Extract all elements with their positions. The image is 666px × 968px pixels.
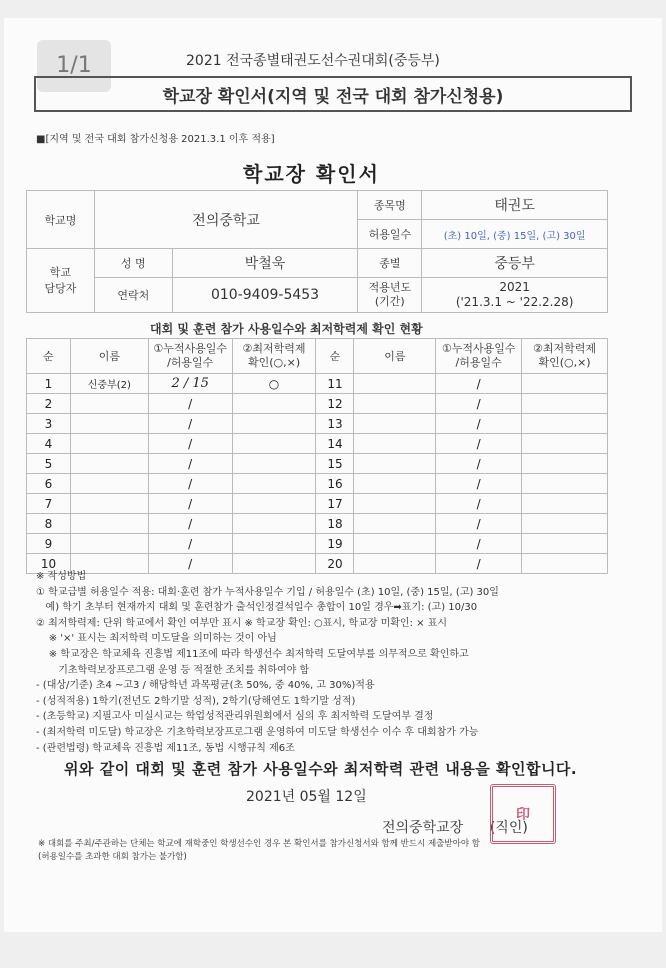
row-days-right: / [436, 534, 522, 554]
row-days: / [148, 554, 232, 574]
table-row [27, 454, 608, 474]
year-label: 적용년도 (기간) [358, 278, 422, 313]
issue-date: 2021년 05월 12일 [246, 789, 367, 805]
header-check-right: ②최저학력제 확인(○,×) [522, 339, 608, 374]
table-row [27, 374, 608, 394]
row-no-right: 12 [316, 394, 354, 414]
row-name [70, 494, 148, 514]
contact-label: 연락처 [94, 278, 172, 313]
instruction-line: - (대상/기준) 초4 ~고3 / 해당학년 과목평균(초 50%, 중 40%, 고 30%)적용 [36, 680, 375, 692]
table-row [27, 534, 608, 554]
row-check-right [522, 534, 608, 554]
header-check: ②최저학력제 확인(○,×) [232, 339, 316, 374]
row-name [70, 414, 148, 434]
header-days-right: ①누적사용일수 /허용일수 [436, 339, 522, 374]
row-check-right [522, 414, 608, 434]
row-check: ○ [232, 374, 316, 394]
document-title-box [34, 76, 632, 112]
header-name-right: 이름 [354, 339, 436, 374]
sport-value: 태권도 [422, 191, 608, 220]
row-no: 6 [27, 474, 71, 494]
row-no-right: 11 [316, 374, 354, 394]
row-name [70, 514, 148, 534]
row-days: / [148, 514, 232, 534]
school-name-value: 전의중학교 [94, 191, 358, 249]
row-days: / [148, 454, 232, 474]
footer-note: ※ 대회를 주최/주관하는 단체는 학교에 재학중인 학생선수인 경우 본 확인서를 참가신청서와 함께 반드시 제출받아야 함 (허용일수를 초과한 대회 참가는 불가함) [38, 839, 480, 862]
row-name [70, 394, 148, 414]
instruction-line: ※ '×' 표시는 최저학력 미도달을 의미하는 것이 아님 [36, 633, 277, 645]
row-check-right [522, 454, 608, 474]
confirmation-statement: 위와 같이 대회 및 훈련 참가 사용일수와 최저학력 관련 내용을 확인합니다. [64, 760, 578, 778]
instruction-line: - (초등학교) 지필고사 미실시교는 학업성적관리위원회에서 심의 후 최저학력 도달여부 결정 [36, 711, 434, 723]
row-days: / [148, 434, 232, 454]
row-no: 9 [27, 534, 71, 554]
year-value: 2021 [499, 280, 530, 294]
manager-name-value: 박철욱 [172, 249, 358, 278]
row-check-right [522, 514, 608, 534]
school-name-label: 학교명 [27, 191, 95, 249]
row-check-right [522, 434, 608, 454]
row-check [232, 494, 316, 514]
instruction-line: - (성적적용) 1학기(전년도 2학기말 성적), 2학기(당해연도 1학기말 성적) [36, 695, 356, 707]
row-days-right: / [436, 554, 522, 574]
row-no-right: 18 [316, 514, 354, 534]
header-no: 순 [27, 339, 71, 374]
row-check [232, 394, 316, 414]
row-days-right: / [436, 454, 522, 474]
table-row [27, 494, 608, 514]
row-no-right: 16 [316, 474, 354, 494]
instruction-line: 예) 학기 초부터 현재까지 대회 및 훈련참가 출석인정결석일수 총합이 10일 경우➡표기: (고) 10/30 [36, 602, 478, 614]
row-name-right [354, 534, 436, 554]
row-no-right: 20 [316, 554, 354, 574]
row-days-right: / [436, 434, 522, 454]
instruction-line: ※ 학교장은 학교체육 진흥법 제11조에 따라 학생선수 최저학력 도달여부를 의무적으로 확인하고 [36, 648, 469, 660]
row-name-right [354, 454, 436, 474]
row-name [70, 474, 148, 494]
table-row [27, 514, 608, 534]
event-title: 2021 전국종별태권도선수권대회(중등부) [186, 53, 440, 69]
manager-name-label: 성 명 [94, 249, 172, 278]
row-name-right [354, 394, 436, 414]
instruction-line: ① 학교급별 허용일수 적용: 대회·훈련 참가 누적사용일수 기입 / 허용일수 (초) 10일, (중) 15일, (고) 30일 [36, 586, 499, 598]
row-days-right: / [436, 494, 522, 514]
category-value: 중등부 [422, 249, 608, 278]
category-label: 종별 [358, 249, 422, 278]
row-name-right [354, 514, 436, 534]
section-title: 대회 및 훈련 참가 사용일수와 최저학력제 확인 현황 [150, 322, 423, 336]
row-no-right: 19 [316, 534, 354, 554]
row-name [70, 454, 148, 474]
year-cell [422, 278, 608, 313]
row-name [70, 534, 148, 554]
row-check [232, 434, 316, 454]
contact-value: 010-9409-5453 [172, 278, 358, 313]
school-info-table [26, 190, 608, 313]
header-days: ①누적사용일수 /허용일수 [148, 339, 232, 374]
row-no: 5 [27, 454, 71, 474]
row-no-right: 15 [316, 454, 354, 474]
table-row [27, 414, 608, 434]
instruction-line: ② 최저학력제: 단위 학교에서 확인 여부만 표시 ※ 학교장 확인: ○표시, 학교장 미확인: × 표시 [36, 617, 448, 629]
row-name-right [354, 374, 436, 394]
row-days: / [148, 534, 232, 554]
row-days: / [148, 474, 232, 494]
document-title: 학교장 확인서(지역 및 전국 대회 참가신청용) [162, 86, 504, 107]
row-days: 2 / 15 [148, 374, 232, 394]
row-days-right: / [436, 394, 522, 414]
row-days-right: / [436, 374, 522, 394]
instruction-line: - (관련법령) 학교체육 진흥법 제11조, 동법 시행규칙 제6조 [36, 742, 295, 754]
row-check-right [522, 494, 608, 514]
header-name: 이름 [70, 339, 148, 374]
allowed-days-label: 허용일수 [358, 220, 422, 249]
row-name-right [354, 434, 436, 454]
row-no: 7 [27, 494, 71, 514]
allowed-days-value: (초) 10일, (중) 15일, (고) 30일 [422, 220, 608, 249]
sport-label: 종목명 [358, 191, 422, 220]
row-name [70, 434, 148, 454]
row-check-right [522, 394, 608, 414]
table-row [27, 474, 608, 494]
row-no-right: 13 [316, 414, 354, 434]
row-no: 1 [27, 374, 71, 394]
writing-instructions [36, 569, 626, 756]
row-no-right: 14 [316, 434, 354, 454]
row-name: 신중부(2) [70, 374, 148, 394]
period-value: ('21.3.1 ~ '22.2.28) [455, 295, 574, 309]
principal-signature: 전의중학교장 (직인) [382, 820, 528, 836]
row-check [232, 454, 316, 474]
row-no-right: 17 [316, 494, 354, 514]
row-no: 4 [27, 434, 71, 454]
row-days-right: / [436, 474, 522, 494]
row-check [232, 534, 316, 554]
page-count-badge: 1/1 [37, 40, 111, 92]
header-no-right: 순 [316, 339, 354, 374]
official-seal-icon: 印 [490, 784, 556, 844]
row-name-right [354, 494, 436, 514]
instruction-line: - (최저학력 미도달) 학교장은 기초학력보장프로그램 운영하여 미도달 학생선수 이수 후 대회참가 가능 [36, 726, 479, 738]
row-no: 10 [27, 554, 71, 574]
row-name-right [354, 474, 436, 494]
row-no: 3 [27, 414, 71, 434]
row-check [232, 414, 316, 434]
manager-label: 학교 담당자 [27, 249, 95, 313]
certificate-title: 학교장 확인서 [243, 162, 380, 186]
usage-note: ■[지역 및 전국 대회 참가신청용 2021.3.1 이후 적용] [36, 134, 275, 145]
instruction-line: ※ 작성방법 [36, 571, 87, 582]
instruction-line: 기초학력보장프로그램 운영 등 적절한 조치를 취하여야 함 [36, 664, 310, 676]
student-usage-table [26, 338, 608, 574]
table-row [27, 434, 608, 454]
row-days-right: / [436, 414, 522, 434]
row-check-right [522, 474, 608, 494]
row-name-right [354, 414, 436, 434]
row-check-right [522, 374, 608, 394]
row-days: / [148, 414, 232, 434]
row-days: / [148, 494, 232, 514]
row-check [232, 514, 316, 534]
table-row [27, 394, 608, 414]
row-no: 8 [27, 514, 71, 534]
row-no: 2 [27, 394, 71, 414]
row-days-right: / [436, 514, 522, 534]
row-days: / [148, 394, 232, 414]
row-check [232, 474, 316, 494]
